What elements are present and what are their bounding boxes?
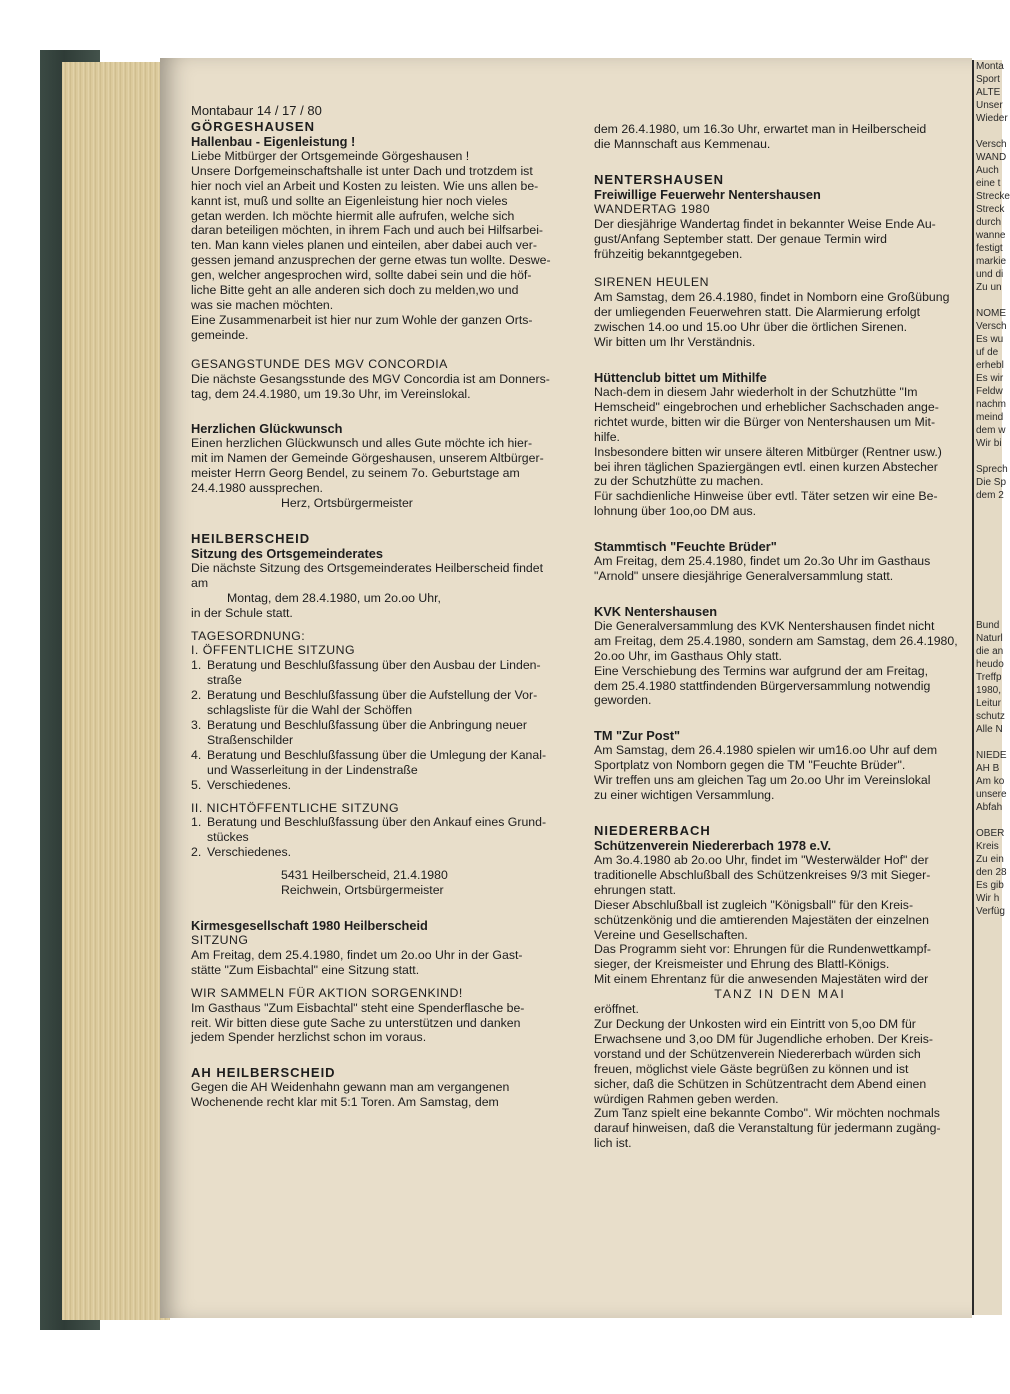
agenda-item-text: Beratung und Beschlußfassung über die Aufstellung der Vor- [207,688,538,703]
section-sirenen [594,275,966,350]
agenda-item [191,748,576,763]
edge-fragment: Naturl [976,633,1003,644]
edge-fragment: Am ko [976,776,1005,787]
agenda-item-number: 2. [191,845,202,860]
section-niedererbach [594,823,966,1151]
text-line: Am Samstag, dem 26.4.1980, findet in Nomborn eine Großübung [594,290,950,305]
text-line: Insbesondere bitten wir unsere älteren Mitbürger (Rentner usw.) [594,444,942,459]
edge-fragment: dem 2 [976,490,1004,501]
text-line: zu der Schutzhütte zu machen. [594,474,764,489]
text-line: Am Freitag, dem 25.4.1980, findet um 2o.3o Uhr im Gasthaus [594,554,931,569]
text-line: lich ist. [594,1136,632,1151]
right-column [594,122,966,1151]
text-line: frühzeitig bekanntgegeben. [594,246,743,261]
agenda-item-text: stückes [207,830,249,845]
agenda-item-text: Beratung und Beschlußfassung über den Ankauf eines Grund- [207,815,547,830]
text-line: zu einer wichtigen Versammlung. [594,788,775,803]
text-line: Zur Deckung der Unkosten wird ein Eintritt von 5,oo DM für [594,1016,916,1031]
dance-title: TANZ IN DEN MAI [714,987,846,1002]
text-line: zwischen 14.oo und 15.oo Uhr über die örtlichen Sirenen. [594,320,908,335]
edge-fragment [974,814,1002,827]
text-line: gessen jemand anzusprechen der gerne etwas tun wollte. Deswe- [191,253,551,268]
text-line: Die nächste Gesangsstunde des MGV Concordia ist am Donners- [191,371,550,386]
text-line: 2o.oo Uhr, im Gasthaus Ohly statt. [594,648,782,663]
edge-fragment: uf de [976,347,999,358]
text-line: liche Bitte geht an alle anderen sich doch zu melden,wo und [191,283,519,298]
text-line: schützenkönig und die amtierenden Majestäten der einzelnen [594,912,929,927]
edge-fragment [974,450,1002,463]
agenda-item [191,673,576,688]
page-edges [62,62,170,1320]
text-line: die Mannschaft aus Kemmenau. [594,136,771,151]
agenda-item [191,733,576,748]
text-line: am [191,575,209,590]
text-line: gen, welcher angesprochen wird, sollte dabei sein und die höf- [191,268,532,283]
section-body [594,853,966,987]
agenda-item-text: straße [207,673,242,688]
edge-fragment: Es gib [976,880,1004,891]
section-heilberscheid [191,531,576,898]
edge-fragment: Zu ein [976,854,1004,865]
text-line: Vereine und Gesellschaften. [594,927,748,942]
section-body-cont [594,1002,966,1151]
edge-fragment: festigt [976,243,1003,254]
text-line: bei ihren täglichen Spaziergängen evtl. einen kurzen Abstecher [594,459,938,474]
edge-fragment: Feldw [976,386,1003,397]
text-line: geworden. [594,693,652,708]
text-line: Für sachdienliche Hinweise über evtl. Täter setzen wir eine Be- [594,489,938,504]
agenda-item-number [191,703,207,718]
agenda-item-text: und Wasserleitung in der Lindenstraße [207,762,418,777]
edge-fragment: Wir h [976,893,1000,904]
text-line: Gegen die AH Weidenhahn gewann man am vergangenen [191,1080,510,1095]
text-line: Eine Verschiebung des Termins war aufgrund der am Freitag, [594,663,929,678]
agenda-item [191,845,576,860]
edge-fragment: Streck [976,204,1005,215]
edge-fragment: Versch [976,139,1007,150]
section-subheader: Freiwillige Feuerwehr Nentershausen [594,186,821,202]
section-nentershausen [594,172,966,262]
text-line: Liebe Mitbürger der Ortsgemeinde Görgeshausen ! [191,148,470,163]
edge-fragment: heudo [976,659,1004,670]
text-line: ten. Man kann vieles planen und einteilen, aber dabei auch ver- [191,238,537,253]
agenda-item [191,658,576,673]
text-line: Unsere Dorfgemeinschaftshalle ist unter Dach und trotzdem ist [191,163,533,178]
edge-fragment [974,294,1002,307]
edge-fragment [974,554,1002,567]
text-line: "Arnold" unsere diesjährige Generalversammlung statt. [594,569,894,584]
edge-fragment: und di [976,269,1004,280]
edge-fragment [974,515,1002,528]
text-line: richtet wurde, bitten wir die Bürger von Nentershausen um Mit- [594,414,936,429]
agenda-item [191,688,576,703]
text-line: jedem Spender herzlichst schon im voraus. [191,1030,427,1045]
section-label: WANDERTAG 1980 [594,201,711,216]
text-line: Am Samstag, dem 26.4.1980 spielen wir um16.oo Uhr auf dem [594,743,938,758]
section-goergeshausen [191,119,576,343]
text-line: Sportplatz von Nomborn gegen die TM "Feuchte Brüder". [594,758,906,773]
section-body [594,385,966,519]
edge-fragment [974,593,1002,606]
section-subheader: KVK Nentershausen [594,603,718,619]
section-header: GÖRGESHAUSEN [191,118,315,134]
text-line: Wir treffen uns am gleichen Tag um 2o.oo Uhr im Vereinslokal [594,773,931,788]
continuation-text [594,122,966,152]
agenda-item [191,830,576,845]
next-page-edge [972,60,1010,1315]
edge-fragment: Es wir [976,373,1004,384]
text-line: gust/Anfang September statt. Der genaue Termin wird [594,231,888,246]
text-line: sicher, daß die Schützen in Schützentracht dem Abend einen [594,1076,927,1091]
section-kirmes [191,918,576,1045]
agenda-title: TAGESORDNUNG: [191,628,306,643]
edge-fragment: Sprech [976,464,1008,475]
meeting-place: in der Schule statt. [191,605,293,620]
section-stammtisch [594,539,966,584]
section-subheader: Schützenverein Niedererbach 1978 e.V. [594,838,832,853]
signature-name: Reichwein, Ortsbürgermeister [281,883,444,898]
agenda-item-text: schlagsliste für die Wahl der Schöffen [207,703,413,718]
edge-fragment: meind [976,412,1004,423]
edge-fragment: Leitur [976,698,1002,709]
section-body [191,948,576,978]
edge-fragment: Wieder [976,113,1008,124]
text-line: kannt ist, muß und sollte an Eigenleistung hier noch vieles [191,193,508,208]
agenda-item-text: Beratung und Beschlußfassung über den Ausbau der Linden- [207,658,541,673]
edge-fragment: AH B [976,763,1000,774]
section-subheader: Hüttenclub bittet um Mithilfe [594,369,767,385]
agenda-item-number: 1. [191,658,202,673]
edge-fragment: den 28 [976,867,1007,878]
section-label: GESANGSTUNDE DES MGV CONCORDIA [191,356,448,371]
text-line: Dieser Abschlußball ist zugleich "Königsball" für den Kreis- [594,897,914,912]
edge-fragment: Wir bi [976,438,1002,449]
section-header: AH HEILBERSCHEID [191,1065,336,1081]
text-line: würdigen Rahmen geben werden. [594,1091,779,1106]
edge-fragment: wanne [976,230,1006,241]
section-subheader: TM "Zur Post" [594,728,681,744]
text-line: dem 26.4.1980, um 16.3o Uhr, erwartet man in Heilberscheid [594,122,927,136]
edge-fragment [974,606,1002,619]
edge-fragment: durch [976,217,1002,228]
edge-fragment: Strecke [976,191,1010,202]
section-subheader: Sitzung des Ortsgemeinderates [191,545,384,561]
text-line: sieger, der Kreismeister und Ehrung des Blattl-Königs. [594,957,890,972]
text-line: Wir bitten um Ihr Verständnis. [594,335,756,350]
text-line: hier noch viel an Arbeit und Kosten zu leisten. Wie uns allen be- [191,178,539,193]
text-line: der umliegenden Feuerwehren statt. Die Alarmierung erfolgt [594,305,921,320]
agenda-item [191,778,576,793]
text-line: Die Generalversammlung des KVK Nentershausen findet nicht [594,618,935,633]
appeal-title: WIR SAMMELN FÜR AKTION SORGENKIND! [191,985,463,1000]
text-line: Einen herzlichen Glückwunsch und alles Gute möchte ich hier- [191,436,533,451]
edge-fragment: schutz [976,711,1005,722]
text-line: dem 25.4.1980 stattfindenden Bürgerversammlung notwendig [594,678,931,693]
section-label: SIRENEN HEULEN [594,275,709,290]
text-line: Im Gasthaus "Zum Eisbachtal" steht eine Spenderflasche be- [191,1000,525,1015]
edge-fragment: Treffp [976,672,1002,683]
text-line: ehrungen statt. [594,882,677,897]
section-header: NENTERSHAUSEN [594,171,725,187]
section-glueckwunsch [191,421,576,511]
edge-fragment: Alle N [976,724,1003,735]
text-line: am Freitag, dem 25.4.1980, sondern am Samstag, dem 26.4.1980, [594,633,958,648]
section-header: HEILBERSCHEID [191,530,311,546]
text-line: freuen, möglichst viele Gäste begrüßen zu können und ist [594,1061,909,1076]
edge-fragment: unsere [976,789,1007,800]
text-line: tag, dem 24.4.1980, um 19.3o Uhr, im Vereinslokal. [191,386,471,401]
text-line: getan werden. Ich möchte hiermit alle aufrufen, welche sich [191,208,515,223]
edge-fragment [974,567,1002,580]
text-line: Wochenende recht klar mit 5:1 Toren. Am Samstag, dem [191,1095,499,1110]
text-line: traditionelle Abschlußball des Schützenkreises 9/3 mit Sieger- [594,867,931,882]
section-subheader: Hallenbau - Eigenleistung ! [191,133,356,149]
agenda-item [191,763,576,778]
agenda-item [191,703,576,718]
edge-fragment: Die Sp [976,477,1007,488]
edge-fragment: nachm [976,399,1007,410]
text-line: Zum Tanz spielt eine bekannte Combo". Wir möchten nochmals [594,1106,940,1121]
agenda-item-text: Verschiedenes. [207,777,292,792]
agenda-item-text: Beratung und Beschlußfassung über die Umlegung der Kanal- [207,747,547,762]
edge-fragment: WAND [976,152,1007,163]
text-line: Nach-dem in diesem Jahr wiederholt in der Schutzhütte "Im [594,384,918,399]
text-line: meister Herrn Georg Bendel, zu seinem 7o. Geburtstage am [191,466,520,481]
edge-fragment: Monta [976,61,1004,72]
edge-fragment: Unser [976,100,1003,111]
section-kvk [594,604,966,708]
section-body [594,290,966,350]
text-line: gemeinde. [191,327,249,342]
section-subheader: Stammtisch "Feuchte Brüder" [594,539,777,555]
edge-fragment [974,580,1002,593]
section-tm [594,728,966,803]
edge-fragment: die an [976,646,1004,657]
section-body [191,436,576,496]
section-body [191,561,576,591]
text-line: Das Programm sieht vor: Ehrungen für die Rundenwettkampf- [594,942,931,957]
text-line: daran beteiligen möchten, in ihrem Fach und auch bei Hilfsarbei- [191,223,544,238]
section-body [594,554,966,584]
edge-fragment: erhebl [976,360,1004,371]
agenda-item-number: 1. [191,815,202,830]
edge-fragment: eine t [976,178,1001,189]
text-line: Am 3o.4.1980 ab 2o.oo Uhr, findet im "Westerwälder Hof" der [594,853,929,867]
edge-fragment [974,541,1002,554]
section-body [191,1080,576,1110]
agenda-item-text: Beratung und Beschlußfassung über die Anbringung neuer [207,718,527,732]
public-session-title: I. ÖFFENTLICHE SITZUNG [191,643,356,658]
edge-fragment [974,528,1002,541]
private-session-title: II. NICHTÖFFENTLICHE SITZUNG [191,800,400,815]
section-body [191,149,576,343]
agenda-item-number: 3. [191,718,202,732]
edge-fragment: dem w [976,425,1006,436]
agenda-item [191,718,576,733]
agenda-item-number [191,733,207,748]
text-line: Der diesjährige Wandertag findet in bekannter Weise Ende Au- [594,216,936,231]
edge-fragment [974,736,1002,749]
text-line: stätte "Zum Eisbachtal" eine Sitzung statt. [191,962,420,977]
meeting-date: Montag, dem 28.4.1980, um 2o.oo Uhr, [227,590,441,605]
text-line: Erwachsene und 3,oo DM für Jugendliche erhoben. Der Kreis- [594,1031,934,1046]
agenda-item-number: 5. [191,777,202,792]
section-body [594,619,966,708]
edge-fragment: Zu un [976,282,1002,293]
edge-fragment: Bund [976,620,1000,631]
section-mgv [191,357,576,402]
agenda-item-number [191,763,207,778]
edge-fragment: Versch [976,321,1007,332]
signature-place-date: 5431 Heilberscheid, 21.4.1980 [281,868,448,883]
agenda-item-number [191,830,207,845]
section-huettenclub [594,370,966,519]
edge-fragment: Es wu [976,334,1004,345]
edge-fragment: Abfah [976,802,1003,813]
section-ah-heilberscheid [191,1065,576,1110]
text-line: darauf hinweisen, daß die Veranstaltung für jedermann zugäng- [594,1121,941,1136]
edge-fragment: OBER [976,828,1005,839]
agenda-item-number: 2. [191,688,202,703]
agenda-item-text: Verschiedenes. [207,845,292,860]
text-line: eröffnet. [594,1002,639,1017]
text-line: was sie machen möchten. [191,297,334,312]
section-body [191,372,576,402]
public-agenda-list [191,658,576,792]
edge-fragment: NIEDE [976,750,1007,761]
appeal-body [191,1001,576,1046]
text-line: mit im Namen der Gemeinde Görgeshausen, unserem Altbürger- [191,451,544,466]
text-line: lohnung über 1oo,oo DM aus. [594,504,757,519]
section-subheader: Kirmesgesellschaft 1980 Heilberscheid [191,917,428,933]
running-head: Montabaur 14 / 17 / 80 [191,103,322,118]
text-line: 24.4.1980 aussprechen. [191,481,323,496]
text-line: Mit einem Ehrentanz für die anwesenden Majestäten wird der [594,972,929,987]
section-body [594,743,966,803]
text-line: reit. Wir bitten diese gute Sache zu unterstützen und danken [191,1015,521,1030]
edge-fragment: ALTE [976,87,1001,98]
text-line: Eine Zusammenarbeit ist hier nur zum Wohle der ganzen Orts- [191,312,533,327]
section-label: SITZUNG [191,932,249,947]
edge-fragment: Verfüg [976,906,1005,917]
agenda-item-number [191,673,207,688]
left-column [191,104,576,1110]
edge-fragment: markie [976,256,1007,267]
edge-fragment: Auch [976,165,999,176]
edge-fragment [974,502,1002,515]
agenda-item-text: Straßenschilder [207,732,294,747]
section-header: NIEDERERBACH [594,823,711,838]
edge-fragment: NOME [976,308,1006,319]
text-line: Hemscheid" eingebrochen und erheblicher Sachschaden ange- [594,399,939,414]
agenda-item [191,815,576,830]
edge-fragment: Sport [976,74,1000,85]
text-line: Am Freitag, dem 25.4.1980, findet um 2o.oo Uhr in der Gast- [191,947,523,962]
section-body [594,217,966,262]
signature: Herz, Ortsbürgermeister [281,496,413,511]
section-subheader: Herzlichen Glückwunsch [191,421,343,437]
text-line: hilfe. [594,429,620,444]
private-agenda-list [191,815,576,860]
agenda-item-number: 4. [191,747,202,762]
edge-fragment: 1980, [976,685,1002,696]
edge-fragment [974,125,1002,138]
edge-fragment: Kreis [976,841,999,852]
text-line: Die nächste Sitzung des Ortsgemeinderates Heilberscheid findet [191,560,544,575]
text-line: vorstand und der Schützenverein Niedererbach würden sich [594,1046,921,1061]
